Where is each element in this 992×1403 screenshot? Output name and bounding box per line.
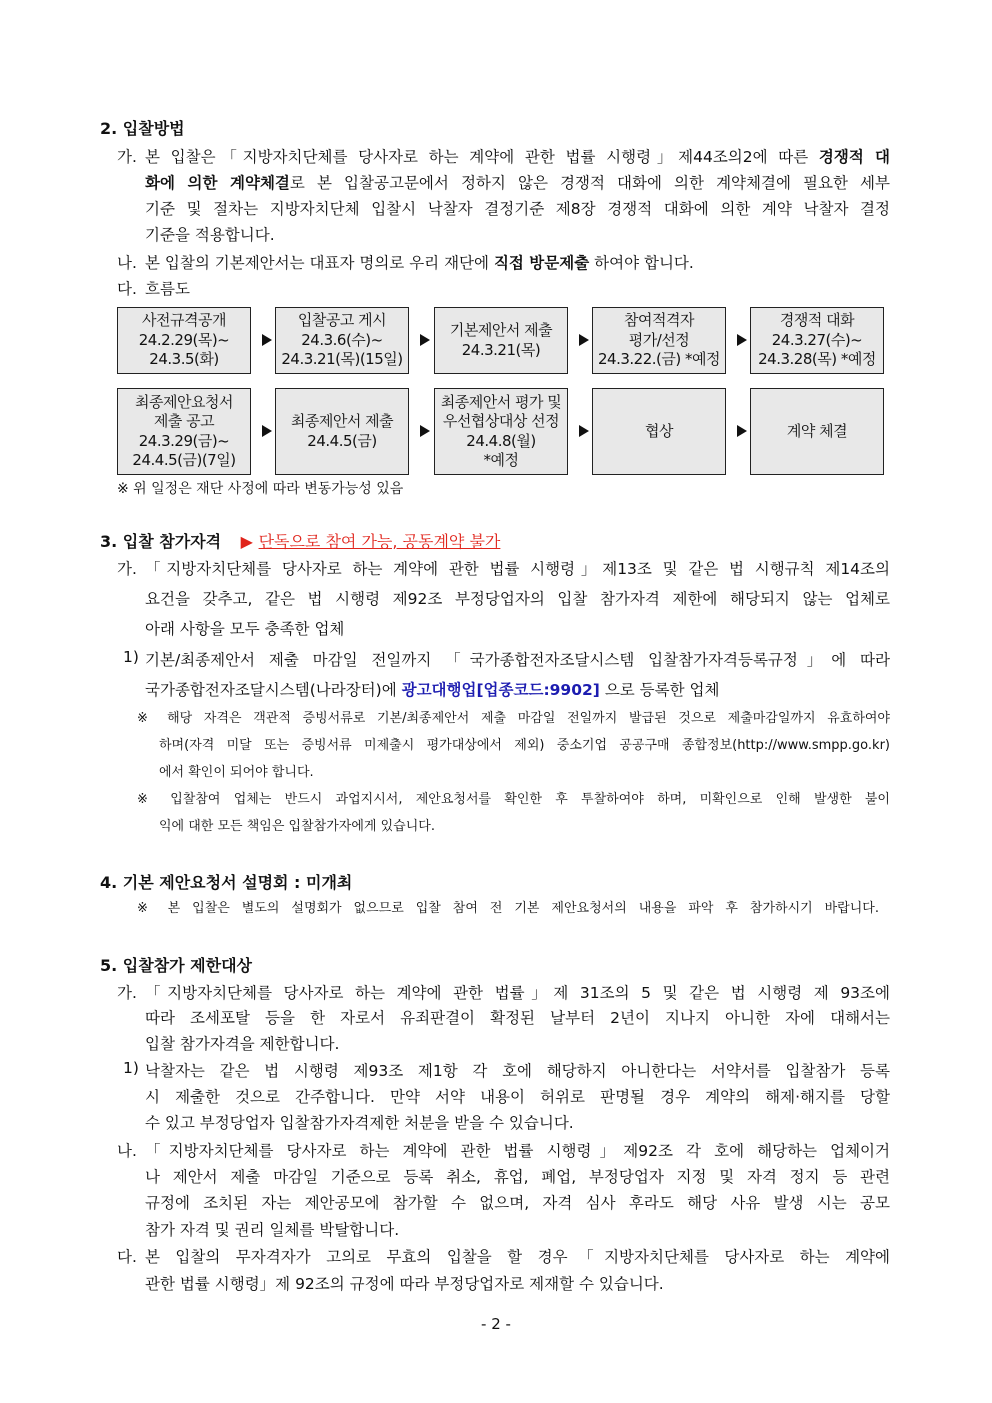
paragraph-line: 기준을 적용합니다.: [145, 226, 275, 244]
flow-note: ※ 위 일정은 재단 사정에 따라 변동가능성 있음: [117, 481, 404, 497]
item-label: 가.: [117, 148, 137, 166]
paragraph-line: 아래 사항을 모두 충족한 업체: [145, 620, 345, 638]
paragraph-line: 본 입찰의 무자격자가 고의로 무효의 입찰을 할 경우「지방자치단체를 당사자로 하는 계약에: [145, 1248, 890, 1266]
flow-box: 경쟁적 대화 24.3.27(수)~ 24.3.28(목) *예정: [750, 307, 884, 374]
flow-box: 계약 체결: [750, 388, 884, 475]
paragraph-line: 따라 조세포탈 등을 한 자로서 유죄판결이 확정된 날부터 2년이 지나지 아니한 자에 대해서는: [145, 1009, 890, 1027]
flow-box: 참여적격자 평가/선정 24.3.22.(금) *예정: [592, 307, 726, 374]
item-label: 가.: [117, 984, 137, 1002]
paragraph-line: 요건을 갖추고, 같은 법 시행령 제92조 부정당업자의 입찰 참가자격 제한에 해당되지 않는 업체로: [145, 590, 890, 608]
flow-arrow-icon: [262, 334, 272, 346]
flow-arrow-icon: [737, 334, 747, 346]
business-code-highlight: 광고대행업[업종코드:9902]: [401, 681, 600, 699]
paragraph-line: 나 제안서 제출 마감일 기준으로 등록 취소, 휴업, 폐업, 부정당업자 지정 및 자격 정지 등 관련: [145, 1168, 890, 1186]
paragraph-line: 본 입찰의 기본제안서는 대표자 명의로 우리 재단에 직접 방문제출 하여야 합니다.: [145, 254, 694, 272]
paragraph-line: 흐름도: [145, 280, 190, 298]
paragraph-line: 관한 법률 시행령」제 92조의 규정에 따라 부정당업자로 제재할 수 있습니다.: [145, 1275, 664, 1293]
paragraph-line: 「지방자치단체를 당사자로 하는 계약에 관한 법률」제 31조의 5 및 같은 법 시행령 제 93조에: [145, 984, 890, 1002]
paragraph-line: 시 제출한 것으로 간주합니다. 만약 서약 내용이 허위로 판명될 경우 계약의 해제·해지를 당할: [145, 1088, 890, 1106]
flow-box: 최종제안서 평가 및 우선협상대상 선정 24.4.8(월) *예정: [434, 388, 568, 475]
item-label: 1): [123, 648, 139, 666]
section-5-heading: 5. 입찰참가 제한대상: [100, 956, 252, 975]
paragraph-line: 규정에 조치된 자는 제안공모에 참가할 수 없으며, 자격 심사 후라도 해당 사유 발생 시는 공모: [145, 1194, 890, 1212]
paragraph-line: 화에 의한 계약체결로 본 입찰공고문에서 정하지 않은 경쟁적 대화에 의한 계약체결에 필요한 세부: [145, 174, 890, 192]
note-line: 하며(자격 미달 또는 증빙서류 미제출시 평가대상에서 제외) 중소기업 공공구매 종합정보(http://www.smpp.go.kr): [159, 738, 890, 753]
paragraph-line: 기본/최종제안서 제출 마감일 전일까지 「국가종합전자조달시스템 입찰참가자격등록규정」에 따라: [145, 651, 890, 669]
page-number: - 2 -: [481, 1315, 511, 1333]
flow-box: 사전규격공개 24.2.29(목)~ 24.3.5(화): [117, 307, 251, 374]
section-2-heading: 2. 입찰방법: [100, 119, 185, 138]
flow-arrow-icon: [579, 425, 589, 437]
paragraph-line: 수 있고 부정당업자 입찰참가자격제한 처분을 받을 수 있습니다.: [145, 1114, 574, 1132]
item-label: 나.: [117, 1142, 137, 1160]
flow-box: 입찰공고 게시 24.3.6(수)~ 24.3.21(목)(15일): [275, 307, 409, 374]
section-3-heading: 3. 입찰 참가자격 ▶ 단독으로 참여 가능, 공동계약 불가: [100, 532, 501, 551]
note-line: ※ 입찰참여 업체는 반드시 과업지시서, 제안요청서를 확인한 후 투찰하여야 하며, 미확인으로 인해 발생한 불이: [137, 792, 890, 807]
red-arrow-icon: ▶: [240, 532, 253, 551]
paragraph-line: 참가 자격 및 권리 일체를 박탈합니다.: [145, 1221, 400, 1239]
item-label: 다.: [117, 1248, 137, 1266]
section-4-heading: 4. 기본 제안요청서 설명회 : 미개최: [100, 873, 353, 892]
flow-arrow-icon: [262, 425, 272, 437]
paragraph-line: 본 입찰은「지방자치단체를 당사자로 하는 계약에 관한 법률 시행령」제44조의2에 따른 경쟁적 대: [145, 148, 890, 166]
flow-box: 협상: [592, 388, 726, 475]
item-label: 나.: [117, 254, 137, 272]
note-line: ※ 해당 자격은 객관적 증빙서류로 기본/최종제안서 제출 마감일 전일까지 발급된 것으로 제출마감일까지 유효하여야: [137, 711, 890, 726]
flow-arrow-icon: [579, 334, 589, 346]
paragraph-line: 낙찰자는 같은 법 시행령 제93조 제1항 각 호에 해당하지 아니한다는 서약서를 입찰참가 등록: [145, 1062, 890, 1080]
paragraph-line: 「지방자치단체를 당사자로 하는 계약에 관한 법률 시행령」제92조 각 호에 해당하는 업체이거: [145, 1142, 890, 1160]
flow-box: 기본제안서 제출 24.3.21(목): [434, 307, 568, 374]
flow-box: 최종제안요청서 제출 공고 24.3.29(금)~ 24.4.5(금)(7일): [117, 388, 251, 475]
item-label: 1): [123, 1059, 139, 1077]
paragraph-line: 입찰 참가자격을 제한합니다.: [145, 1035, 340, 1053]
flow-box: 최종제안서 제출 24.4.5(금): [275, 388, 409, 475]
flow-arrow-icon: [737, 425, 747, 437]
item-label: 가.: [117, 560, 137, 578]
paragraph-line: 국가종합전자조달시스템(나라장터)에 광고대행업[업종코드:9902] 으로 등록한 업체: [145, 681, 720, 699]
participation-badge: 단독으로 참여 가능, 공동계약 불가: [258, 532, 501, 551]
item-label: 다.: [117, 280, 137, 298]
note-line: 에서 확인이 되어야 합니다.: [159, 765, 314, 780]
note-line: ※ 본 입찰은 별도의 설명회가 없으므로 입찰 참여 전 기본 제안요청서의 내용을 파악 후 참가하시기 바랍니다.: [137, 901, 879, 916]
paragraph-line: 「지방자치단체를 당사자로 하는 계약에 관한 법률 시행령」제13조 및 같은 법 시행규칙 제14조의: [145, 560, 890, 578]
flow-arrow-icon: [420, 425, 430, 437]
paragraph-line: 기준 및 절차는 지방자치단체 입찰시 낙찰자 결정기준 제8장 경쟁적 대화에 의한 계약 낙찰자 결정: [145, 200, 890, 218]
flow-arrow-icon: [420, 334, 430, 346]
note-line: 익에 대한 모든 책임은 입찰참가자에게 있습니다.: [159, 819, 435, 834]
